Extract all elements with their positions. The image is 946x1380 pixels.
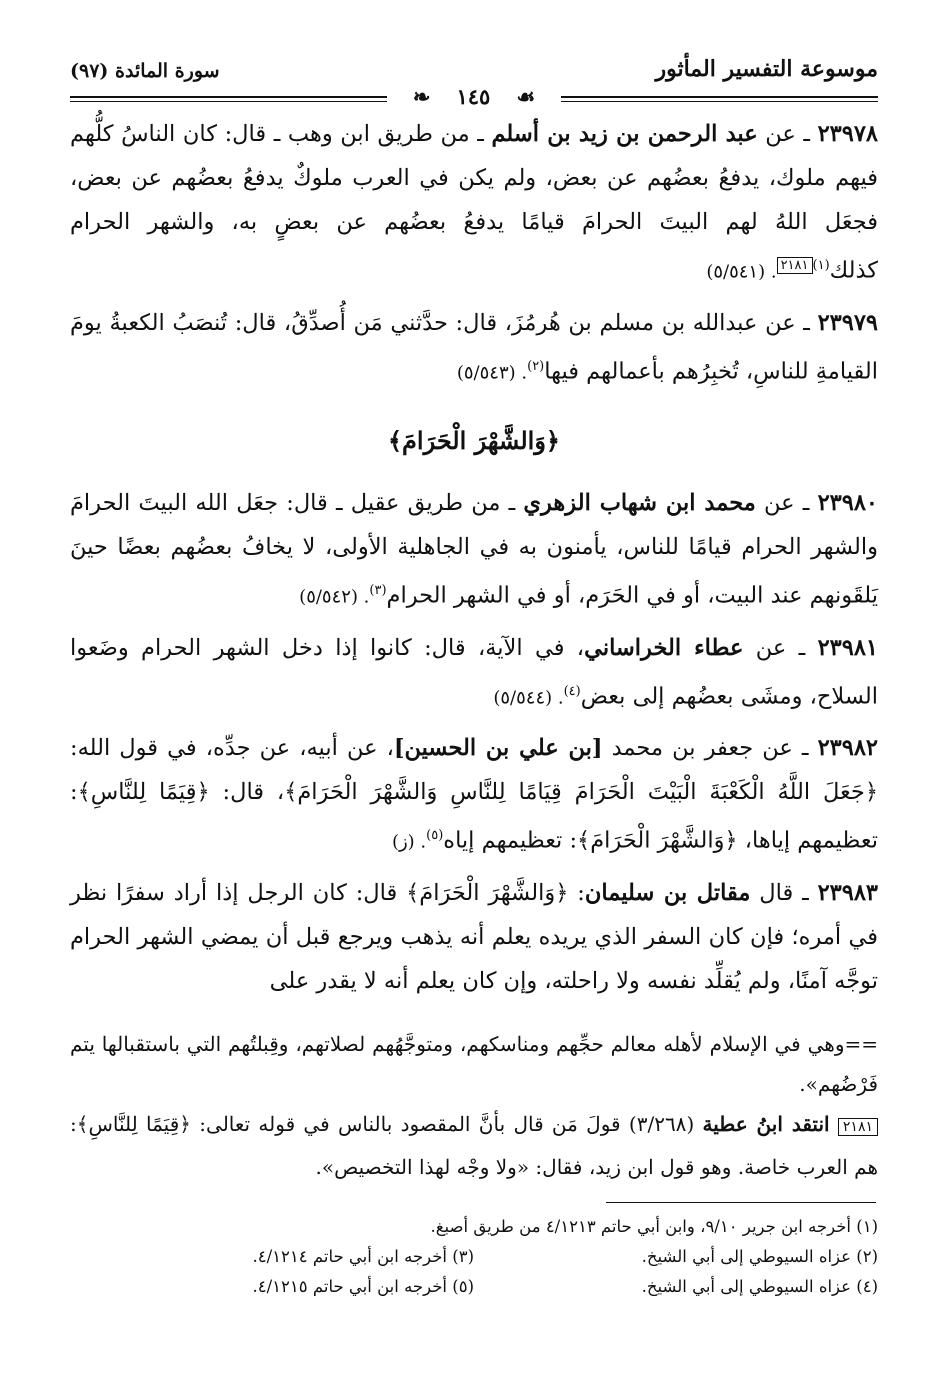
narration-entry [70,301,878,396]
narrator-name: عطاء الخراساني [584,634,744,661]
footnote-2: (٢) عزاه السيوطي إلى أبي الشيخ. [641,1247,878,1266]
footnotes [70,1212,878,1302]
narration-entry [70,481,878,620]
note-text: (٣/٢٦٨) قولَ مَن قال بأنَّ المقصود بالناس في قوله تعالى: ﴿قِيَمًا لِلنَّاسِ﴾: هم العرب خاصة. وهو قول ابن زيد، فقال: «ولا وجْه لهذا التخصيص». [70,1112,878,1179]
narrator-name: عبد الرحمن بن زيد بن أسلم [491,121,758,147]
entry-text: ـ عن [743,634,818,661]
ornament-icon: ☙ [506,84,545,109]
note-author: انتقد ابنُ عطية [702,1112,830,1136]
volume-ref: . (٥/٥٤٢) [299,586,370,608]
entry-text: ، عن أبيه، عن جدِّه، في قول الله: ﴿جَعَلَ اللَّهُ الْكَعْبَةَ الْبَيْتَ الْحَرَامَ قِيَامًا لِلنَّاسِ وَالشَّهْرَ الْحَرَامَ﴾، قال: ﴿قِيَمًا لِلنَّاسِ﴾: تعظيمهم إياها، ﴿وَالشَّهْرَ الْحَرَامَ﴾: تعظيمهم إياه [70,735,878,854]
note-continuation: ==وهي في الإسلام لأهله معالم حجِّهم ومناسكهم، ومتوجَّهُهم لصلاتهم، وقِبلتُهم التي باستقبالها يتم فَرْضُهم». [70,1032,878,1096]
page-header [70,56,878,109]
narration-entry [70,626,878,721]
footnote-5: (٥) أخرجه ابن أبي حاتم ٤/١٢١٥. [252,1277,474,1296]
entry-number: ٢٣٩٨٠ [817,490,878,516]
entry-text: ـ من طريق ابن وهب ـ قال: كان الناسُ كلُّهم فيهم ملوك، يدفعُ بعضُهم عن بعض، ولم يكن في العرب ملوكٌ يدفعُ بعضُهم عن بعض، فجعَل اللهُ لهم البيتَ الحرامَ قيامًا يدفعُ بعضُهم عن بعضٍ به، والشهر الحرام كذلك [70,121,878,284]
volume-ref: . (٥/٥٤٣) [456,362,528,383]
book-title: موسوعة التفسير المأثور [655,56,878,82]
entry-number: ٢٣٩٨١ [817,634,879,661]
commentary-notes [70,1024,878,1187]
narration-entry [70,726,878,865]
volume-ref: . (٥/٥٤٤) [493,687,564,708]
footnote-marker: (٣) [369,583,387,598]
commentary-ref-box: ٢١٨١ [777,257,813,274]
section-heading: ﴿وَالشَّهْرَ الْحَرَامَ﴾ [387,426,560,455]
volume-ref: . (٥/٥٤١) [706,261,777,283]
narration-entry [70,871,878,1003]
surah-title: سورة المائدة (٩٧) [70,60,220,82]
narrator-name: محمد ابن شهاب الزهري [523,490,756,516]
footnote-3: (٣) أخرجه ابن أبي حاتم ٤/١٢١٤. [252,1247,474,1266]
entry-number: ٢٣٩٨٣ [817,879,878,906]
volume-ref: . (ز) [391,831,427,853]
footnote-marker: (٤) [563,683,581,699]
entry-text: : ﴿وَالشَّهْرَ الْحَرَامَ﴾ قال: كان الرجل إذا أراد سفرًا نظر في أمره؛ فإن كان السفر الذي يريده يعلم أنه يذهب ويرجع قبل أن يمضي الشهر الحرام توجَّه آمنًا، ولم يُقلِّد نفسه ولا راحلته، وإن كان يعلم أنه لا يقدر على [70,879,878,994]
entry-text: ـ عن جعفر بن محمد [602,735,818,761]
entry-number: ٢٣٩٧٨ [817,121,878,147]
footnote-marker: (٥) [426,828,444,843]
commentary-ref-box: ٢١٨١ [838,1118,878,1136]
entry-number: ٢٣٩٨٢ [817,735,879,761]
page-number: ١٤٥ [446,84,500,109]
footnote-separator [606,1202,876,1203]
entry-text: ، في الآية، قال: كانوا إذا دخل الشهر الحرام وضَعوا السلاح، ومشَى بعضُهم إلى بعض [70,634,878,709]
entry-text: ـ عن [757,121,818,147]
entry-text: ـ من طريق عقيل ـ قال: جعَل الله البيتَ الحرامَ والشهر الحرام قيامًا للناس، يأمنون به في الجاهلية الأولى، لا يخافُ بعضُهم بعضًا حينَ يَلقَونهم عند البيت، أو في الحَرَم، أو في الشهر الحرام [70,490,878,609]
entry-text: ـ عن عبدالله بن مسلم بن هُرمُزَ، قال: حدَّثني مَن أُصدِّقُ، قال: تُنصَبُ الكعبةُ يومَ القيامةِ للناسِ، تُخبِرُهم بأعمالهم فيها [70,309,878,384]
commentary-note [70,1104,878,1187]
footnote-1: (١) أخرجه ابن جرير ٩/١٠، وابن أبي حاتم ٤/١٢١٣ من طريق أصبغ. [430,1217,878,1236]
entry-number: ٢٣٩٧٩ [817,309,878,336]
entry-text: ـ قال [750,879,818,906]
narrator-name: [بن علي بن الحسين] [393,735,603,761]
narrator-name: مقاتل بن سليمان [584,879,751,906]
main-text [70,112,878,1009]
narration-entry [70,112,878,295]
footnote-marker: (١) [812,258,830,273]
entry-text: ـ عن [755,490,818,516]
ornament-icon: ❧ [403,84,441,109]
footnote-4: (٤) عزاه السيوطي إلى أبي الشيخ. [641,1277,878,1296]
footnote-marker: (٢) [527,358,545,374]
